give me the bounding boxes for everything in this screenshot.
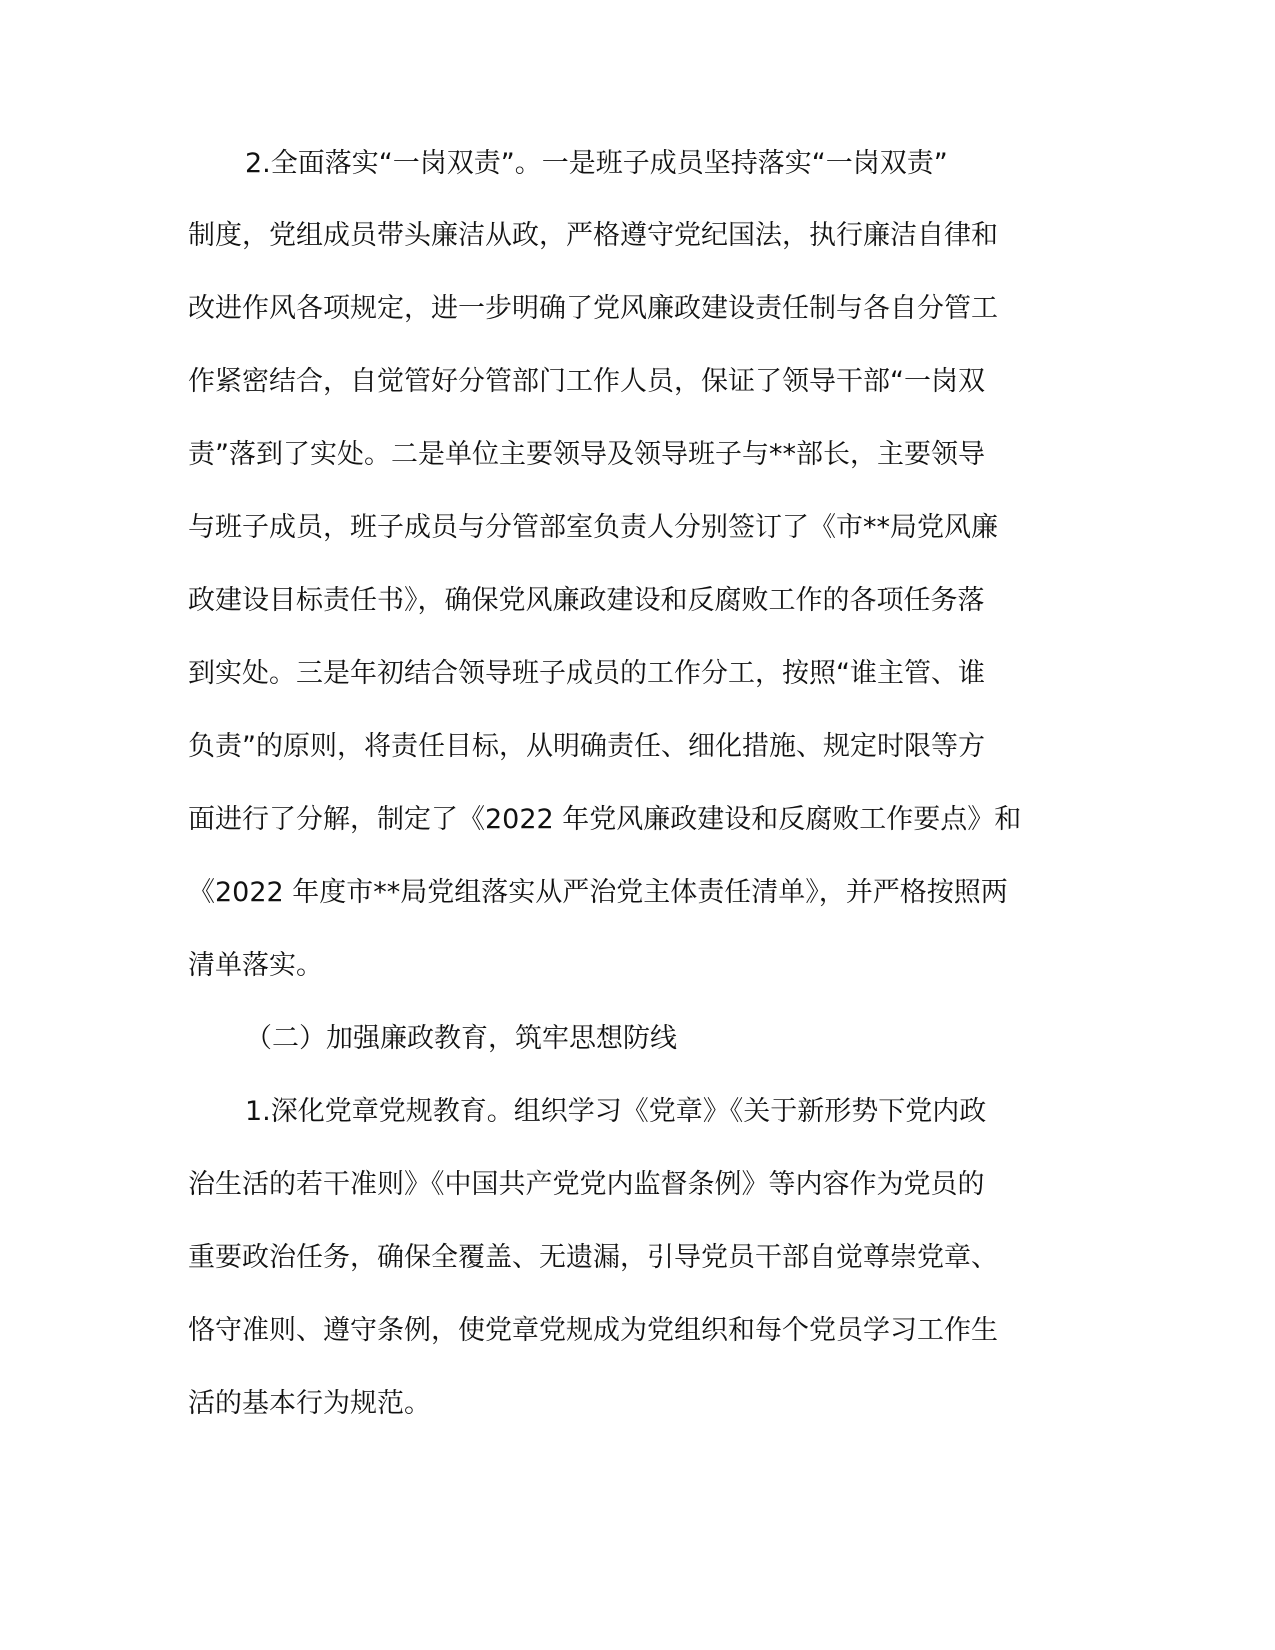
paragraph-line: 责”落到了实处。二是单位主要领导及领导班子与**部长，主要领导 xyxy=(188,439,985,470)
paragraph-line: 1.深化党章党规教育。组织学习《党章》《关于新形势下党内政 xyxy=(245,1096,987,1127)
paragraph-line: 政建设目标责任书》，确保党风廉政建设和反腐败工作的各项任务落 xyxy=(188,585,985,616)
paragraph-line: 《2022 年度市**局党组落实从严治党主体责任清单》，并严格按照两 xyxy=(188,877,1008,908)
paragraph-line: 负责”的原则，将责任目标，从明确责任、细化措施、规定时限等方 xyxy=(188,731,985,762)
paragraph-line: 面进行了分解，制定了《2022 年党风廉政建设和反腐败工作要点》和 xyxy=(188,804,1022,835)
paragraph-line: 2.全面落实“一岗双责”。一是班子成员坚持落实“一岗双责” xyxy=(245,148,948,179)
paragraph-line: 重要政治任务，确保全覆盖、无遗漏，引导党员干部自觉尊崇党章、 xyxy=(188,1242,998,1273)
paragraph-line: 制度，党组成员带头廉洁从政，严格遵守党纪国法，执行廉洁自律和 xyxy=(188,220,998,251)
paragraph-line: 作紧密结合，自觉管好分管部门工作人员，保证了领导干部“一岗双 xyxy=(188,366,985,397)
paragraph-line: 到实处。三是年初结合领导班子成员的工作分工，按照“谁主管、谁 xyxy=(188,658,985,689)
paragraph-line: 活的基本行为规范。 xyxy=(188,1388,431,1419)
paragraph-line: 清单落实。 xyxy=(188,950,323,981)
paragraph-line: 改进作风各项规定，进一步明确了党风廉政建设责任制与各自分管工 xyxy=(188,293,998,324)
paragraph-line: 治生活的若干准则》《中国共产党党内监督条例》等内容作为党员的 xyxy=(188,1169,985,1200)
section-heading: （二）加强廉政教育，筑牢思想防线 xyxy=(245,1023,677,1054)
paragraph-line: 恪守准则、遵守条例，使党章党规成为党组织和每个党员学习工作生 xyxy=(188,1315,998,1346)
paragraph-line: 与班子成员，班子成员与分管部室负责人分别签订了《市**局党风廉 xyxy=(188,512,998,543)
